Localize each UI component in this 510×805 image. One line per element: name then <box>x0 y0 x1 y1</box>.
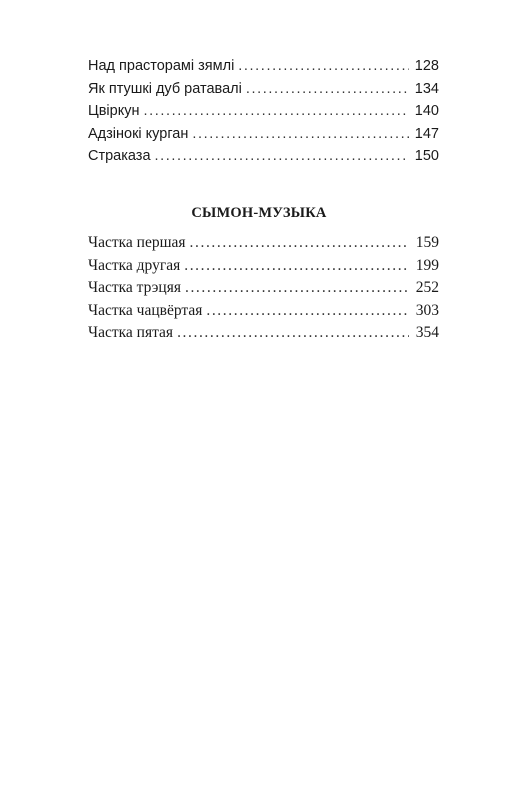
toc-entry-title: Частка першая <box>88 234 186 251</box>
toc-leader-dots <box>238 55 409 78</box>
toc-leader-dots <box>184 255 409 278</box>
toc-entry-page: 252 <box>415 279 439 296</box>
toc-entry-page: 159 <box>415 234 439 251</box>
toc-entry-page: 303 <box>415 301 439 319</box>
toc-leader-dots <box>206 300 409 323</box>
toc-entry-title: Цвіркун <box>88 103 140 119</box>
toc-entry-page: 140 <box>414 103 439 119</box>
toc-entry-page: 150 <box>414 148 439 164</box>
toc-entry <box>88 232 439 255</box>
toc-entry-page: 134 <box>414 80 439 97</box>
toc-entry <box>88 255 439 278</box>
toc-entry <box>88 277 439 300</box>
toc-entry <box>88 55 439 78</box>
toc-leader-dots <box>190 232 409 255</box>
toc-entry-title: Частка другая <box>88 256 181 274</box>
toc-entry-title: Частка трэцяя <box>88 279 181 296</box>
toc-entry-title: Частка пятая <box>88 324 174 341</box>
toc-entry <box>88 100 439 123</box>
toc-entry-title: Як птушкі дуб ратавалі <box>88 80 242 97</box>
toc-entry-page: 128 <box>414 58 439 74</box>
toc-list-stories <box>88 55 439 168</box>
toc-leader-dots <box>185 277 409 300</box>
toc-entry-page: 147 <box>414 125 439 142</box>
toc-leader-dots <box>155 145 409 168</box>
toc-entry-page: 199 <box>415 256 439 274</box>
toc-entry <box>88 78 439 101</box>
toc-entry-title: Частка чацвёртая <box>88 301 203 319</box>
toc-leader-dots <box>177 322 409 345</box>
toc-entry-title: Страказа <box>88 148 151 164</box>
toc-entry-page: 354 <box>415 324 439 341</box>
toc-leader-dots <box>192 123 409 146</box>
toc-entry <box>88 123 439 146</box>
toc-list-chapters <box>88 232 439 345</box>
toc-entry <box>88 145 439 168</box>
toc-leader-dots <box>143 100 409 123</box>
toc-entry <box>88 322 439 345</box>
toc-leader-dots <box>246 78 409 101</box>
toc-entry <box>88 300 439 323</box>
section-heading: СЫМОН-МУЗЫКА <box>191 205 327 221</box>
toc-entry-title: Над прасторамі зямлі <box>88 58 235 74</box>
toc-entry-title: Адзінокі курган <box>88 125 189 142</box>
